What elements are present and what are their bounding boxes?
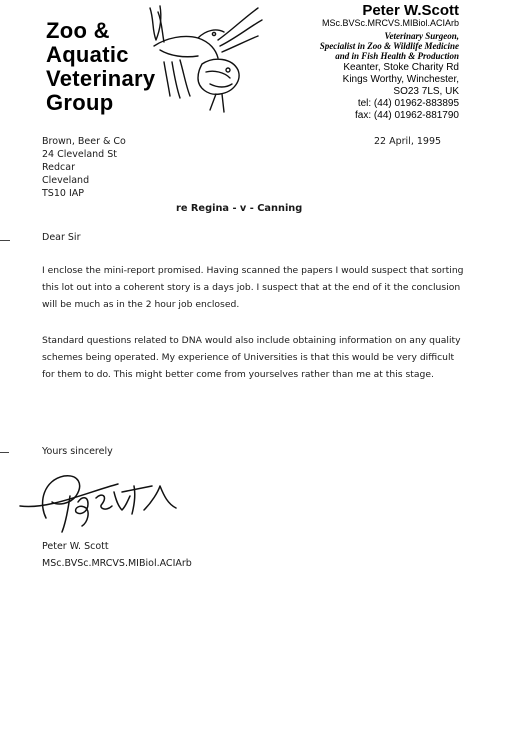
logo-line: Aquatic — [46, 42, 129, 67]
paragraph-2-line: Standard questions related to DNA would also include obtaining information on any quality — [42, 335, 461, 346]
letter-date: 22 April, 1995 — [374, 136, 442, 147]
letterhead-role: and in Fish Health & Production — [335, 51, 459, 61]
margin-mark — [0, 452, 9, 453]
recipient-line: TS10 IAP — [42, 188, 84, 199]
letterhead-name: Peter W.Scott — [362, 2, 459, 19]
recipient-line: Redcar — [42, 162, 75, 173]
letterhead-address-line: SO23 7LS, UK — [393, 86, 459, 97]
logo-line: Veterinary — [46, 66, 156, 91]
handwritten-signature — [18, 466, 188, 538]
recipient-line: 24 Cleveland St — [42, 149, 117, 160]
signature-qualifications: MSc.BVSc.MRCVS.MIBiol.ACIArb — [42, 558, 192, 569]
letterhead-address-line: Kings Worthy, Winchester, — [342, 74, 459, 85]
letterhead-role: Specialist in Zoo & Wildlife Medicine — [319, 41, 459, 51]
salutation: Dear Sir — [42, 232, 81, 243]
recipient-line: Cleveland — [42, 175, 90, 186]
paragraph-1-line: will be much as in the 2 hour job enclosed. — [42, 299, 240, 310]
letterhead-qualifications: MSc.BVSc.MRCVS.MIBiol.ACIArb — [321, 18, 459, 28]
closing: Yours sincerely — [42, 446, 113, 457]
paragraph-2-line: schemes being operated. My experience of Universities is that this would be very difficult — [42, 352, 455, 363]
bird-fish-logo-icon — [140, 0, 270, 120]
margin-mark — [0, 240, 10, 241]
signature-name: Peter W. Scott — [42, 541, 109, 552]
logo-line: Group — [46, 90, 114, 115]
subject-line: re Regina - v - Canning — [176, 203, 303, 214]
letterhead-fax: fax: (44) 01962-881790 — [355, 110, 459, 121]
paragraph-1-line: this lot out into a coherent story is a days job. I suspect that at the end of it the conclusion — [42, 282, 461, 293]
paragraph-2-line: for them to do. This might better come from yourselves rather than me at this stage. — [42, 369, 434, 380]
letterhead-address-line: Keanter, Stoke Charity Rd — [343, 62, 459, 73]
paragraph-1-line: I enclose the mini-report promised. Having scanned the papers I would suspect that sorting — [42, 265, 464, 276]
letterhead-role: Veterinary Surgeon, — [384, 31, 459, 41]
letterhead-phone: tel: (44) 01962-883895 — [357, 98, 459, 109]
logo-line: Zoo & — [46, 18, 110, 43]
recipient-line: Brown, Beer & Co — [42, 136, 126, 147]
